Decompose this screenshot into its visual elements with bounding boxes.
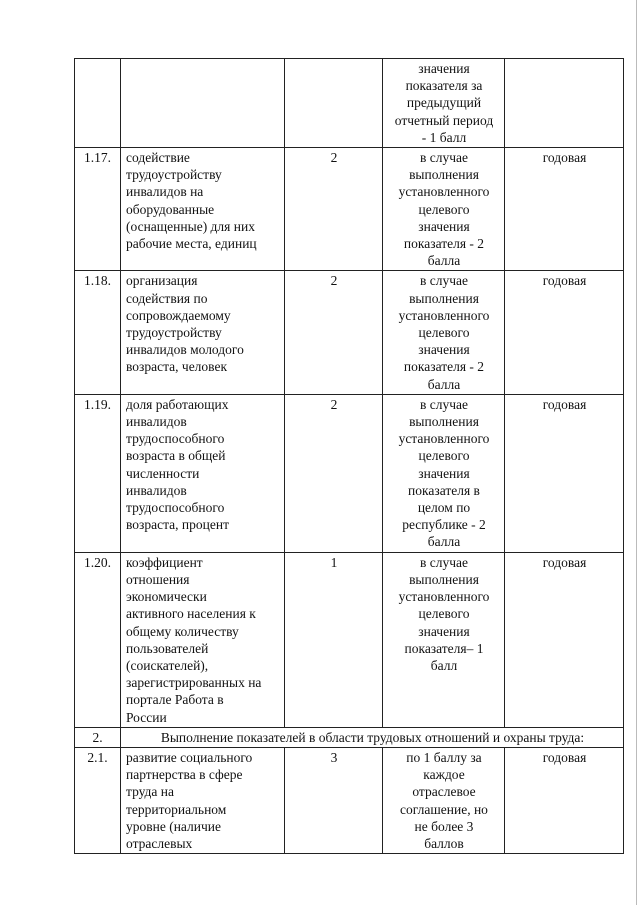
criteria-line: баллов xyxy=(424,835,464,851)
period-cell: годовая xyxy=(505,552,624,727)
indicator-line: территориальном xyxy=(126,801,227,817)
criteria-line: целевого xyxy=(418,325,470,341)
criteria-line: показателя - 2 xyxy=(403,359,485,375)
criteria-line: по 1 баллу за xyxy=(406,749,482,765)
period-cell: годовая xyxy=(505,271,624,394)
table-row xyxy=(75,747,624,853)
indicator-line: активного населения к xyxy=(126,606,256,622)
table-row xyxy=(75,394,624,552)
criteria-cell xyxy=(383,394,505,552)
criteria-line: не более 3 xyxy=(414,818,474,834)
criteria-line: балла xyxy=(427,376,461,392)
indicator-line: возраста, человек xyxy=(126,359,228,375)
points-cell: 2 xyxy=(285,271,383,394)
indicator-cell xyxy=(121,148,285,271)
criteria-line: в случае xyxy=(419,150,468,166)
indicator-line: коэффициент xyxy=(126,554,203,570)
indicator-line: содействия по xyxy=(126,290,208,306)
indicator-line: возраста в общей xyxy=(126,448,226,464)
cell-num xyxy=(75,59,121,148)
criteria-line: предыдущий xyxy=(406,95,482,111)
criteria-line: в случае xyxy=(419,554,468,570)
criteria-line: целевого xyxy=(418,606,470,622)
criteria-line: выполнения xyxy=(409,167,479,183)
indicator-line: уровне (наличие xyxy=(126,818,222,834)
cell-indicator xyxy=(121,59,285,148)
indicator-line: организация xyxy=(126,273,198,289)
indicator-line: общему количеству xyxy=(126,623,239,639)
section-title: Выполнение показателей в области трудовых отношений и охраны труда: xyxy=(121,727,624,747)
row-number: 1.17. xyxy=(75,148,121,271)
criteria-line: установленного xyxy=(398,431,490,447)
criteria-line: значения xyxy=(418,623,470,639)
criteria-line: каждое xyxy=(423,767,465,783)
criteria-cell xyxy=(383,148,505,271)
row-number: 2.1. xyxy=(75,747,121,853)
table-row xyxy=(75,552,624,727)
cell-criteria xyxy=(383,59,505,148)
criteria-line: балл xyxy=(430,657,458,673)
criteria-line: целом по xyxy=(417,500,471,516)
indicator-line: зарегистрированных на xyxy=(126,675,262,691)
indicator-line: инвалидов молодого xyxy=(126,342,244,358)
criteria-line: отраслевое xyxy=(412,784,476,800)
period-cell: годовая xyxy=(505,394,624,552)
indicator-cell xyxy=(121,271,285,394)
row-number: 1.19. xyxy=(75,394,121,552)
table-row-continued xyxy=(75,59,624,148)
cell-period xyxy=(505,59,624,148)
section-row xyxy=(75,727,624,747)
page-edge-line xyxy=(636,0,637,905)
period-cell: годовая xyxy=(505,148,624,271)
period-cell: годовая xyxy=(505,747,624,853)
indicator-line: сопровождаемому xyxy=(126,307,231,323)
indicator-line: отраслевых xyxy=(126,835,193,851)
criteria-line: выполнения xyxy=(409,290,479,306)
points-cell: 3 xyxy=(285,747,383,853)
indicator-line: портале Работа в xyxy=(126,692,224,708)
indicator-line: возраста, процент xyxy=(126,517,229,533)
indicator-line: трудоустройству xyxy=(126,325,222,341)
indicator-line: оборудованные xyxy=(126,201,215,217)
criteria-line: показателя в xyxy=(408,482,480,498)
criteria-line: целевого xyxy=(418,201,470,217)
indicator-line: трудоустройству xyxy=(126,167,222,183)
criteria-line: балла xyxy=(427,253,461,269)
criteria-line: показателя– 1 xyxy=(404,640,484,656)
criteria-line: значения xyxy=(418,465,470,481)
row-number: 1.18. xyxy=(75,271,121,394)
criteria-line: значения xyxy=(418,61,470,76)
criteria-line: установленного xyxy=(398,184,490,200)
criteria-line: значения xyxy=(418,218,470,234)
points-cell: 1 xyxy=(285,552,383,727)
indicator-line: экономически xyxy=(126,589,207,605)
indicator-cell xyxy=(121,747,285,853)
criteria-line: республике - 2 xyxy=(402,517,486,533)
cell-points xyxy=(285,59,383,148)
criteria-line: установленного xyxy=(398,307,490,323)
indicator-cell xyxy=(121,394,285,552)
criteria-line: отчетный период xyxy=(394,112,494,128)
criteria-line: в случае xyxy=(419,273,468,289)
row-number: 1.20. xyxy=(75,552,121,727)
indicator-line: инвалидов на xyxy=(126,184,204,200)
indicator-line: инвалидов xyxy=(126,482,187,498)
table-row xyxy=(75,271,624,394)
points-cell: 2 xyxy=(285,148,383,271)
criteria-line: - 1 балл xyxy=(421,129,467,145)
indicator-line: развитие социального xyxy=(126,749,253,765)
indicator-cell xyxy=(121,552,285,727)
criteria-line: целевого xyxy=(418,448,470,464)
criteria-line: значения xyxy=(418,342,470,358)
indicator-line: труда на xyxy=(126,784,174,800)
criteria-line: в случае xyxy=(419,396,468,412)
points-cell: 2 xyxy=(285,394,383,552)
indicator-line: партнерства в сфере xyxy=(126,767,243,783)
criteria-line: установленного xyxy=(398,589,490,605)
section-number: 2. xyxy=(75,727,121,747)
criteria-line: показателя за xyxy=(405,78,483,94)
indicator-line: России xyxy=(126,709,167,725)
indicator-line: доля работающих xyxy=(126,396,229,412)
criteria-line: показателя - 2 xyxy=(403,236,485,252)
indicator-line: трудоспособного xyxy=(126,431,225,447)
indicator-line: (оснащенные) для них xyxy=(126,218,255,234)
indicator-line: инвалидов xyxy=(126,414,187,430)
indicator-line: численности xyxy=(126,465,200,481)
indicator-line: трудоспособного xyxy=(126,500,225,516)
indicator-line: рабочие места, единиц xyxy=(126,236,257,252)
criteria-line: выполнения xyxy=(409,414,479,430)
indicator-line: пользователей xyxy=(126,640,209,656)
criteria-cell xyxy=(383,271,505,394)
indicator-line: содействие xyxy=(126,150,190,166)
criteria-line: балла xyxy=(427,534,461,550)
criteria-cell xyxy=(383,552,505,727)
indicator-line: (соискателей), xyxy=(126,657,209,673)
criteria-table xyxy=(74,58,624,854)
indicator-line: отношения xyxy=(126,571,190,587)
criteria-line: выполнения xyxy=(409,571,479,587)
table-row xyxy=(75,148,624,271)
criteria-cell xyxy=(383,747,505,853)
criteria-line: соглашение, но xyxy=(400,801,488,817)
